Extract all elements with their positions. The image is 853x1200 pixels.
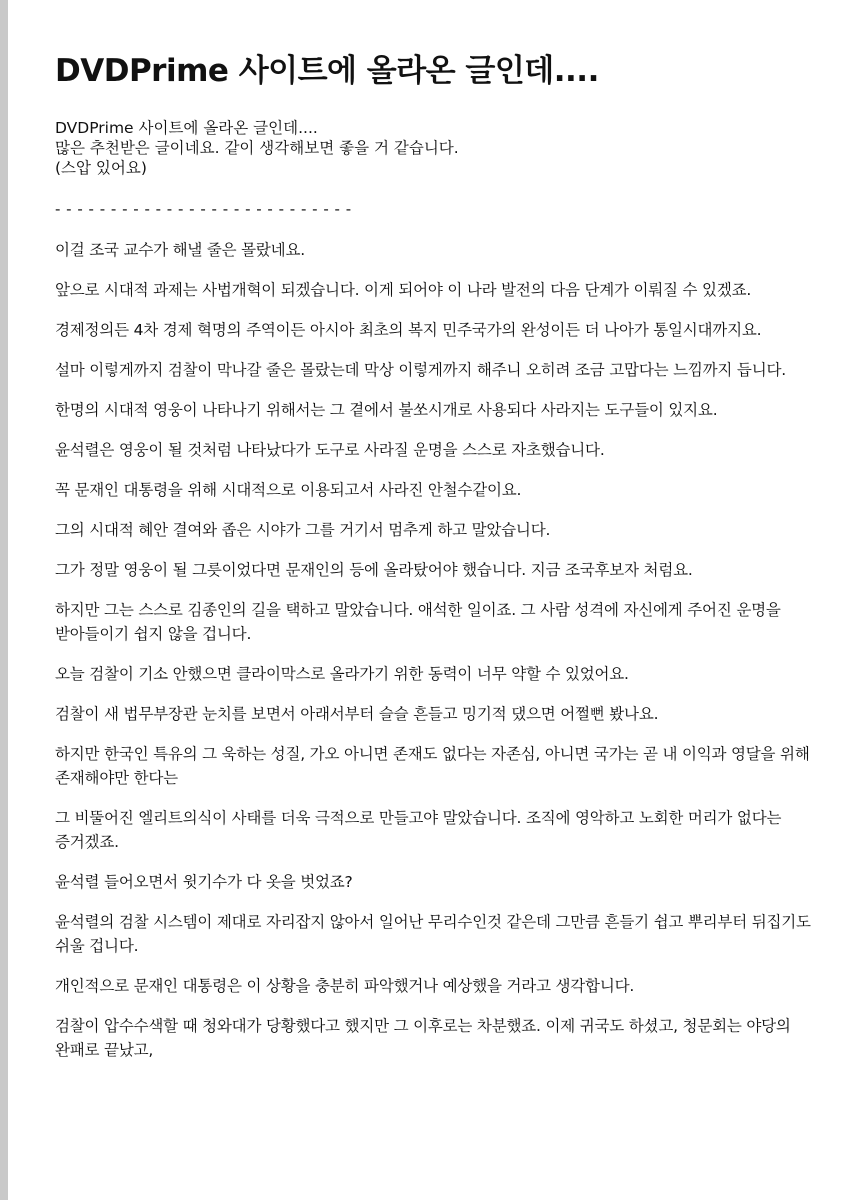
paragraph: 이걸 조국 교수가 해낼 줄은 몰랐네요. [55,241,305,259]
paragraph: 검찰이 새 법무부장관 눈치를 보면서 아래서부터 슬슬 흔들고 밍기적 댔으면 어쩔뻔 봤나요. [55,705,659,723]
intro-line: (스압 있어요) [55,159,147,177]
paragraph: 그의 시대적 혜안 결여와 좁은 시야가 그를 거기서 멈추게 하고 말았습니다. [55,521,551,539]
left-page-edge [0,0,8,1200]
paragraph: 그가 정말 영웅이 될 그릇이었다면 문재인의 등에 올라탔어야 했습니다. 지금 조국후보자 처럼요. [55,561,693,579]
paragraph: 그 비뚤어진 엘리트의식이 사태를 더욱 극적으로 만들고야 말았습니다. 조직에 영악하고 노회한 머리가 없다는 증거겠죠. [55,809,782,851]
paragraph: 개인적으로 문재인 대통령은 이 상황을 충분히 파악했거나 예상했을 거라고 생각합니다. [55,977,635,995]
paragraph: 설마 이렇게까지 검찰이 막나갈 줄은 몰랐는데 막상 이렇게까지 해주니 오히려 조금 고맙다는 느낌까지 듭니다. [55,361,786,379]
intro-block [55,118,815,178]
document-page [55,46,815,1078]
paragraph: 하지만 한국인 특유의 그 욱하는 성질, 가오 아니면 존재도 없다는 자존심, 아니면 국가는 곧 내 이익과 영달을 위해 존재해야만 한다는 [55,745,810,787]
paragraph: 앞으로 시대적 과제는 사법개혁이 되겠습니다. 이게 되어야 이 나라 발전의 다음 단계가 이뤄질 수 있겠죠. [55,281,752,299]
paragraph: 오늘 검찰이 기소 안했으면 클라이막스로 올라가기 위한 동력이 너무 약할 수 있었어요. [55,665,629,683]
paragraph: 윤석렬은 영웅이 될 것처럼 나타났다가 도구로 사라질 운명을 스스로 자초했습니다. [55,441,605,459]
dashed-divider: - - - - - - - - - - - - - - - - - - - - - - - - - - - [55,200,352,218]
paragraph: 꼭 문재인 대통령을 위해 시대적으로 이용되고서 사라진 안철수같이요. [55,481,522,499]
intro-line: DVDPrime 사이트에 올라온 글인데.... [55,119,318,137]
paragraph: 경제정의든 4차 경제 혁명의 주역이든 아시아 최초의 복지 민주국가의 완성이든 더 나아가 통일시대까지요. [55,321,762,339]
paragraph: 윤석렬 들어오면서 윗기수가 다 옷을 벗었죠? [55,873,353,891]
body-paragraphs [55,238,815,1062]
paragraph: 윤석렬의 검찰 시스템이 제대로 자리잡지 않아서 일어난 무리수인것 같은데 그만큼 흔들기 쉽고 뿌리부터 뒤집기도 쉬울 겁니다. [55,913,811,955]
paragraph: 하지만 그는 스스로 김종인의 길을 택하고 말았습니다. 애석한 일이죠. 그 사람 성격에 자신에게 주어진 운명을 받아들이기 쉽지 않을 겁니다. [55,601,781,643]
document-title: DVDPrime 사이트에 올라온 글인데.... [55,53,599,89]
intro-line: 많은 추천받은 글이네요. 같이 생각해보면 좋을 거 같습니다. [55,139,459,157]
paragraph: 검찰이 압수수색할 때 청와대가 당황했다고 했지만 그 이후로는 차분했죠. 이제 귀국도 하셨고, 청문회는 야당의 완패로 끝났고, [55,1017,791,1059]
paragraph: 한명의 시대적 영웅이 나타나기 위해서는 그 곁에서 불쏘시개로 사용되다 사라지는 도구들이 있지요. [55,401,718,419]
